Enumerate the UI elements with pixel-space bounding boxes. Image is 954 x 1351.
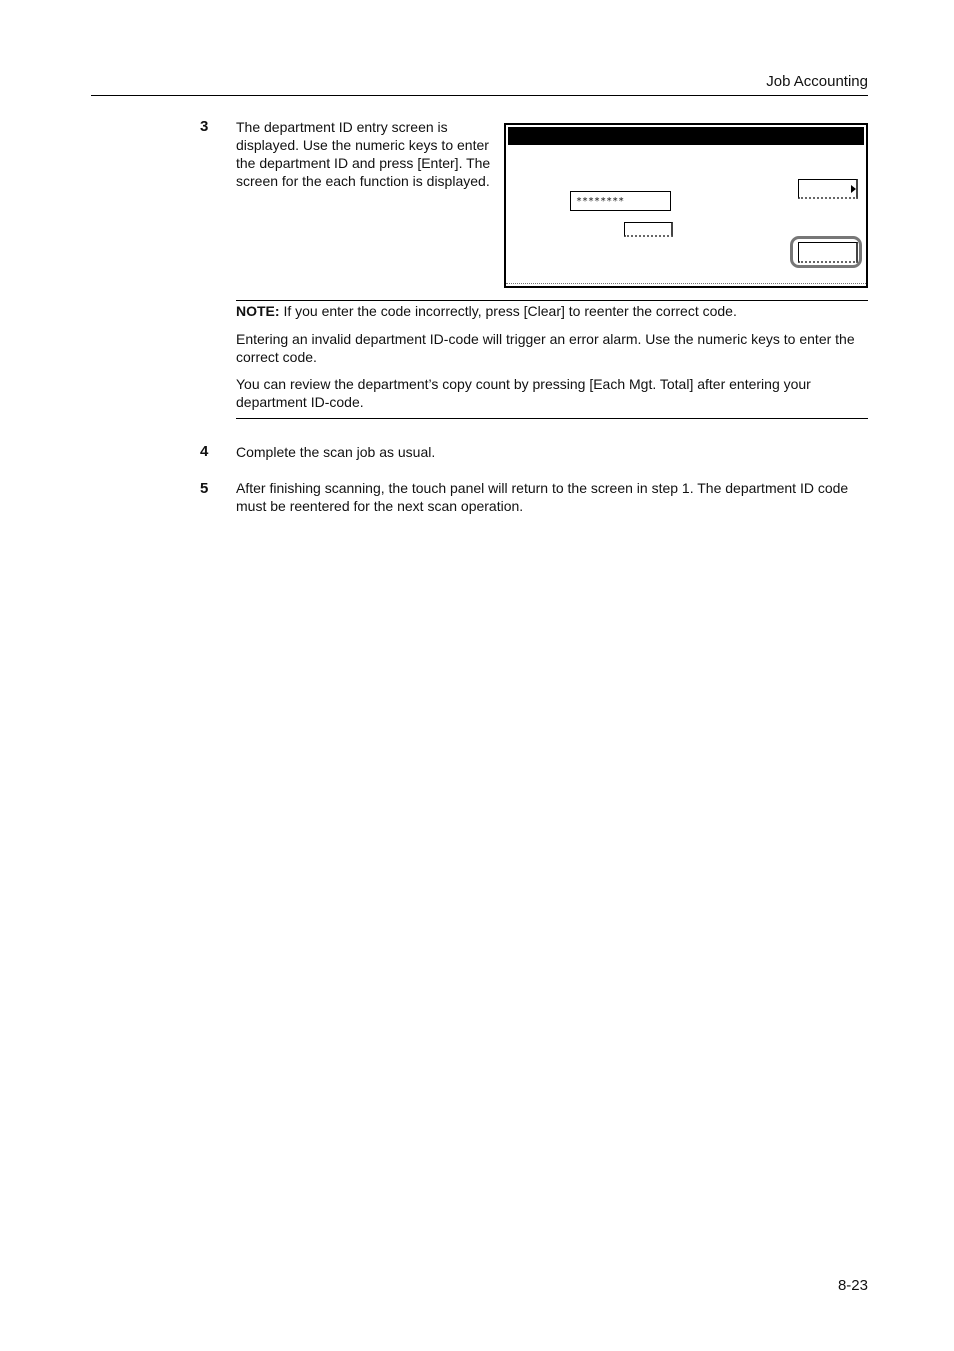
note-paragraph-1 [236,302,868,320]
note-rule-bottom [236,418,868,419]
department-code-field[interactable]: ******** [570,191,671,211]
note-paragraph-3: You can review the department’s copy count by pressing [Each Mgt. Total] after entering your department ID-code. [236,376,811,410]
clear-button[interactable] [624,222,673,237]
panel-bottom-edge [506,283,866,286]
panel-title-bar [508,127,864,145]
enter-highlight-ring [790,236,862,268]
touch-panel-illustration [504,123,868,288]
page-header-title: Job Accounting [766,73,868,90]
step-4-number: 4 [200,443,209,460]
step-3-number: 3 [200,118,209,135]
step-5-number: 5 [200,480,209,497]
step-4-text: Complete the scan job as usual. [236,444,436,460]
note-label: NOTE: [236,303,280,319]
note-rule-top [236,300,868,301]
page-number: 8-23 [837,1277,868,1294]
next-button[interactable] [798,179,858,199]
step-5-text: After finishing scanning, the touch panel will return to the screen in step 1. The department ID code must be reentered for the next scan operation. [236,480,849,514]
arrow-right-icon [851,185,856,193]
header-rule [91,95,868,96]
note-paragraph-2: Entering an invalid department ID-code will trigger an error alarm. Use the numeric keys to enter the correct code. [236,331,855,365]
step-3-text: The department ID entry screen is displayed. Use the numeric keys to enter the department ID and press [Enter]. The screen for the each function is displayed. [236,119,491,189]
note-line-1: If you enter the code incorrectly, press [Clear] to reenter the correct code. [279,303,737,319]
